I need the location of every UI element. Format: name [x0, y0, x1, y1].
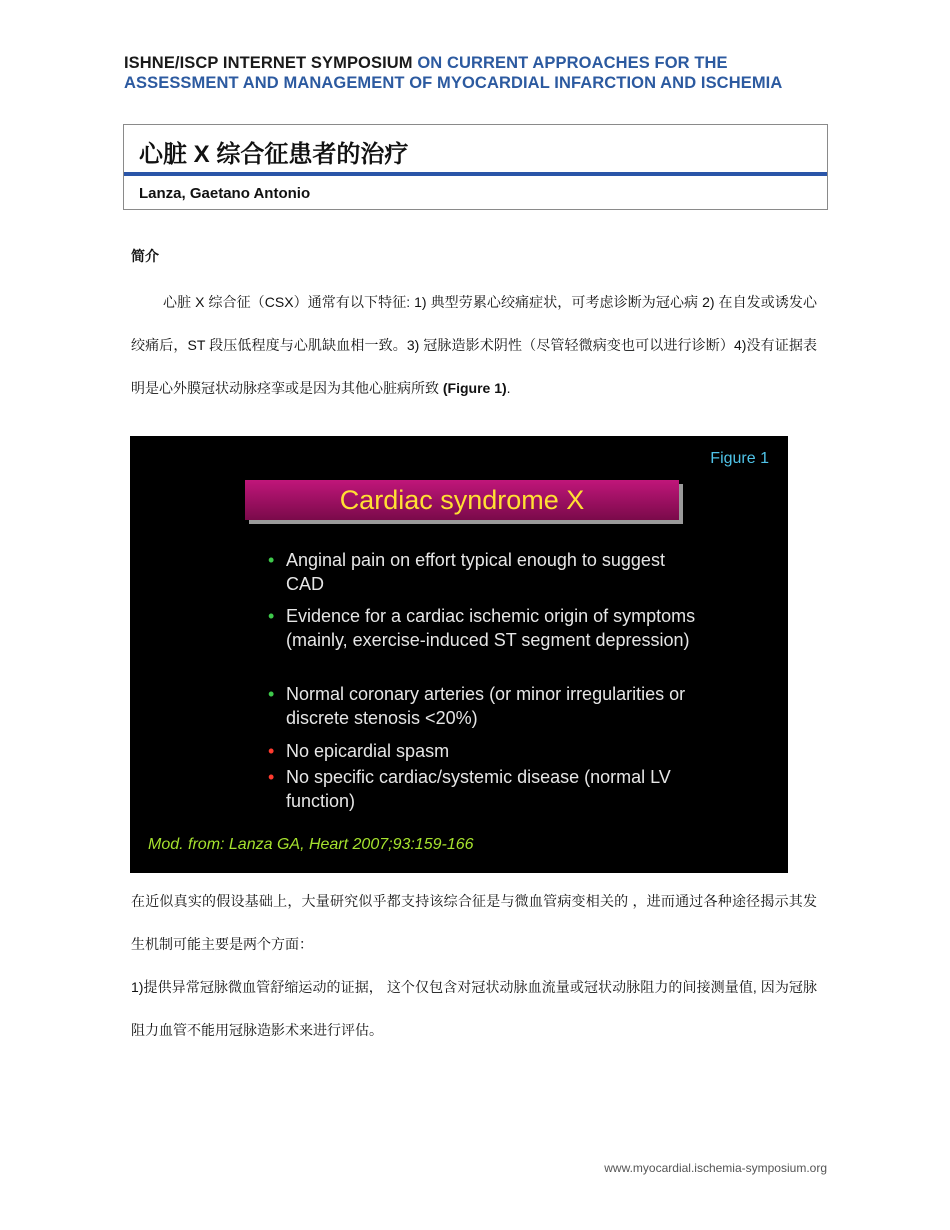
- symposium-topic: ON CURRENT APPROACHES FOR THE ASSESSMENT AND MANAGEMENT OF MYOCARDIAL INFARCTION AND ISCHEMIA: [124, 54, 783, 92]
- slide-bullet-text: No epicardial spasm: [286, 741, 450, 761]
- bullet-dot-green-icon: •: [268, 606, 275, 626]
- title-divider: [124, 172, 827, 176]
- slide-bullet-text: Evidence for a cardiac ischemic origin of symptoms (mainly, exercise-induced ST segment depression): [286, 606, 696, 650]
- slide-bullet-text: Normal coronary arteries (or minor irregularities or discrete stenosis <20%): [286, 684, 686, 728]
- slide-title-banner: [245, 480, 679, 520]
- slide-bullet: [268, 765, 706, 813]
- slide-source-citation: Mod. from: Lanza GA, Heart 2007;93:159-166: [148, 836, 474, 853]
- slide-bullet: [268, 739, 706, 763]
- paragraph-point-1: 1)提供异常冠脉微血管舒缩运动的证据， 这个仅包含对冠状动脉血流量或冠状动脉阻力的间接测量值, 因为冠脉阻力血管不能用冠脉造影术来进行评估。: [131, 979, 817, 1038]
- slide-title: Cardiac syndrome X: [339, 485, 585, 515]
- symposium-header: [124, 53, 844, 93]
- footer-website[interactable]: www.myocardial.ischemia-symposium.org: [604, 1161, 827, 1175]
- slide-bullet: [268, 604, 706, 652]
- bullet-dot-green-icon: •: [268, 550, 275, 570]
- slide-bullet-text: No specific cardiac/systemic disease (normal LV function): [286, 767, 671, 811]
- paragraph-hypothesis: 在近似真实的假设基础上，大量研究似乎都支持该综合征是与微血管病变相关的 ，进而通过各种途径揭示其发生机制可能主要是两个方面：: [131, 893, 817, 952]
- article-title: 心脏 X 综合征患者的治疗: [139, 141, 409, 168]
- section-heading-intro: 简介: [131, 248, 159, 264]
- figure-1-slide: [130, 436, 788, 873]
- article-title-box: [123, 124, 828, 210]
- slide-bullet: [268, 548, 706, 596]
- paragraph-intro-end: .: [506, 380, 511, 396]
- bullet-dot-green-icon: •: [268, 684, 275, 704]
- paragraph-intro-text: 心脏 X 综合征（CSX）通常有以下特征: 1) 典型劳累心绞痛症状，可考虑诊断为冠心病 2) 在自发或诱发心绞痛后，ST 段压低程度与心肌缺血相一致。3) 冠脉造影术阴性（尽管轻微病变也可以进行诊断）4)没有证据表明是心外膜冠状动脉痉挛或是因为其他心脏病所致: [131, 294, 817, 396]
- figure-label: Figure 1: [710, 450, 769, 467]
- article-author: Lanza, Gaetano Antonio: [139, 185, 311, 202]
- bullet-dot-red-icon: •: [268, 767, 275, 787]
- slide-bullet-text: Anginal pain on effort typical enough to suggest CAD: [286, 550, 665, 594]
- bullet-dot-red-icon: •: [268, 741, 275, 761]
- figure-reference-link[interactable]: (Figure 1): [442, 380, 507, 396]
- slide-bullet: [268, 682, 706, 730]
- paragraph-intro: [131, 281, 817, 410]
- symposium-name: ISHNE/ISCP INTERNET SYMPOSIUM: [124, 54, 413, 72]
